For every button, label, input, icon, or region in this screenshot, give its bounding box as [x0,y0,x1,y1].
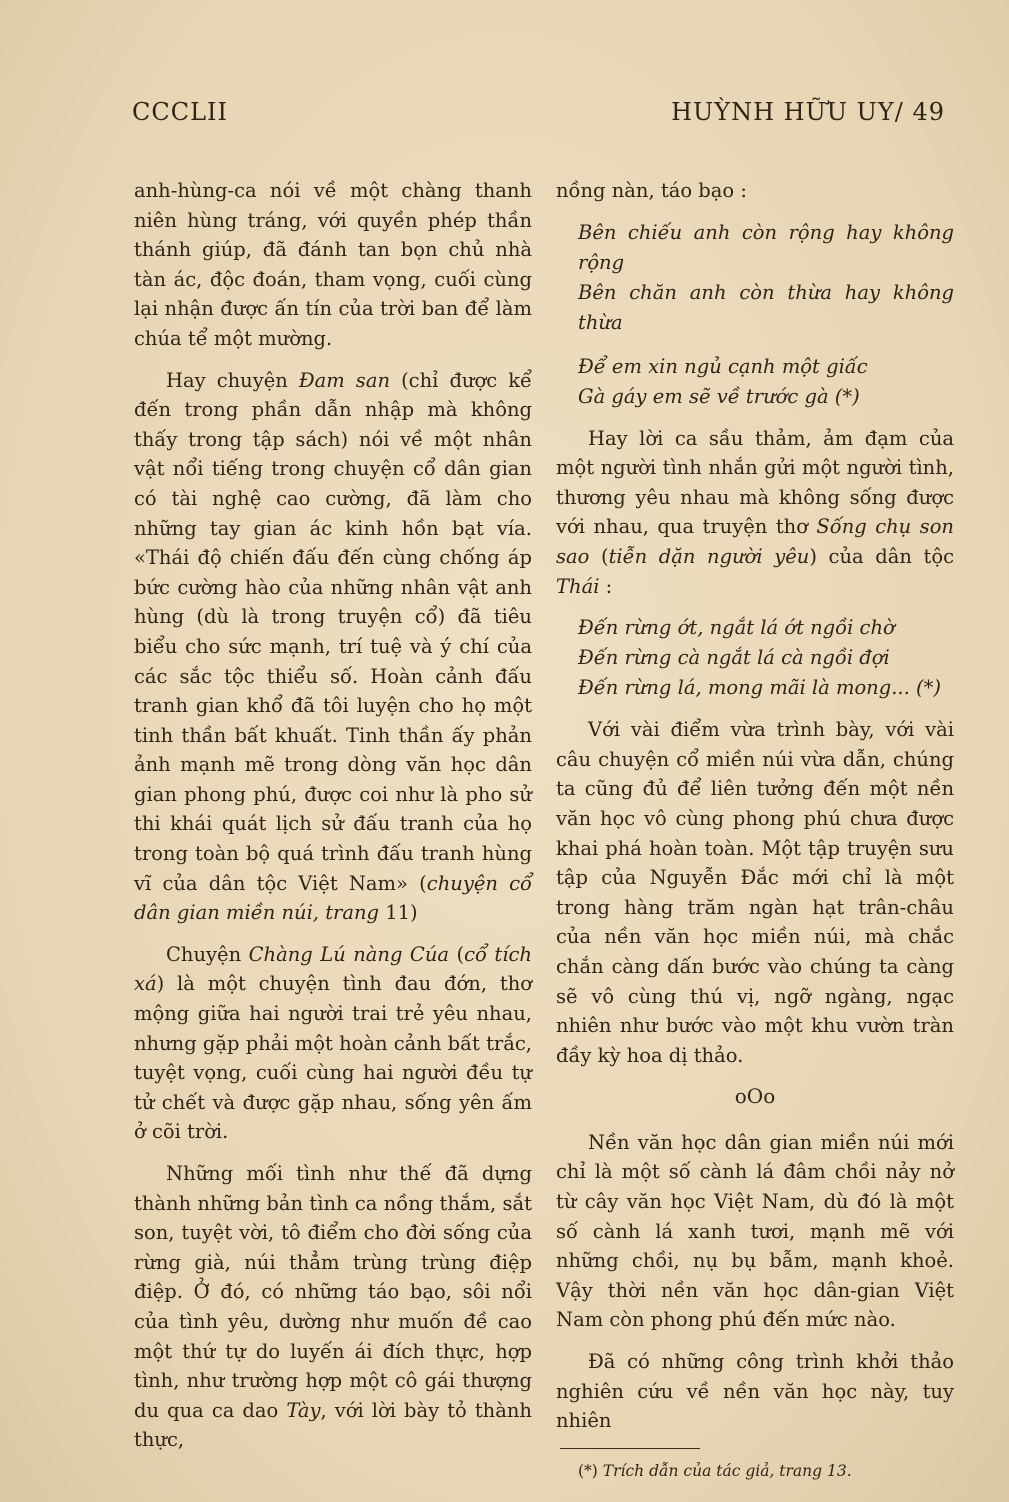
verse-line: Gà gáy em sẽ về trước gà (*) [578,384,860,408]
paragraph: Chuyện Chàng Lú nàng Cúa (cổ tích xá) là một chuyện tình đau đớn, thơ mộng giữa hai người trai trẻ yêu nhau, nhưng gặp phải một hoàn cảnh bất trắc, tuyệt vọng, cuối cùng hai người đều tự tử chết và được gặp nhau, sống yên ấm ở cõi trời. [134,942,532,1144]
title-italic: Đam san [298,368,391,392]
paragraph: Đã có những công trình khởi thảo nghiên cứu về nền văn học này, tuy nhiên [556,1350,954,1433]
footnote-text: Trích dẫn của tác giả, trang 13. [597,1461,852,1480]
verse-block [578,218,954,412]
section-separator: oOo [734,1084,776,1109]
paragraph: Những mối tình như thế đã dựng thành những bản tình ca nồng thắm, sắt son, tuyệt vời, tô điểm cho đời sống của rừng già, núi thẳm trùng trùng điệp điệp. Ở đó, có những táo bạo, sôi nổi của tình yêu, dường như muốn đề cao một thứ tự do luyến ái đích thực, hợp tình, như trường hợp một cô gái thượng du qua ca dao Tày, với lời bày tỏ thành thực, [134,1162,532,1452]
paragraph: Nền văn học dân gian miền núi mới chỉ là một số cành lá đâm chồi nảy nở từ cây văn học Việt Nam, dù đó là một số cành lá xanh tươi, mạnh mẽ với những chồi, nụ bụ bẫm, mạnh khoẻ. Vậy thời nền văn học dân-gian Việt Nam còn phong phú đến mức nào. [556,1130,954,1332]
paragraph: nồng nàn, táo bạo : [556,179,747,202]
people-italic: Thái [556,574,600,598]
footnote-rule [560,1448,700,1449]
subtitle-italic: tiễn dặn người yêu [608,544,810,568]
verse-line: Đến rừng cà ngắt lá cà ngồi đợi [578,646,890,670]
verse-block [578,613,954,703]
paragraph: Với vài điểm vừa trình bày, với vài câu chuyện cổ miền núi vừa dẫn, chúng ta cũng đủ để liên tưởng đến một nền văn học vô cùng phong phú chưa được khai phá hoàn toàn. Một tập truyện sưu tập của Nguyễn Đắc mới chỉ là một trong hàng trăm ngàn hạt trân-châu của nền văn học miền núi, mà chắc chắn càng dấn bước vào chúng ta càng sẽ vô cùng thú vị, ngỡ ngàng, ngạc nhiên như bước vào một khu vườn tràn đầy kỳ hoa dị thảo. [556,718,954,1067]
chapter-number: CCCLII [132,98,228,126]
note-italic: cổ tích xá [134,942,532,996]
footnote-mark: (*) [578,1461,598,1480]
verse-line: Bên chiếu anh còn rộng hay không rộng [578,220,954,274]
page-header [132,98,945,138]
title-italic: Chàng Lú nàng Cúa [248,942,450,966]
verse-line: Để em xin ngủ cạnh một giấc [578,354,868,378]
citation-italic: chuyện cổ dân gian miền núi, trang [134,871,532,925]
verse-line: Bên chăn anh còn thừa hay không thừa [578,280,954,334]
verse-line: Đến rừng ớt, ngắt lá ớt ngồi chờ [578,616,895,640]
title-italic: Tày [286,1398,321,1422]
title-italic: Sống chụ son sao [556,515,954,568]
paragraph: anh-hùng-ca nói về một chàng thanh niên hùng tráng, với quyền phép thần thánh giúp, đã đánh tan bọn chủ nhà tàn ác, độc đoán, tham vọng, cuối cùng lại nhận được ấn tín của trời ban để làm chúa tể một mường. [134,179,532,350]
left-column [134,176,532,1467]
right-column [556,176,954,1486]
author-page-number: HUỲNH HỮU UY/ 49 [671,98,945,126]
verse-line: Đến rừng lá, mong mãi là mong... (*) [578,676,941,700]
footnote [578,1457,954,1487]
paragraph: Hay lời ca sầu thảm, ảm đạm của một người tình nhắn gửi một người tình, thương yêu nhau mà không sống được với nhau, qua truyện thơ Sống chụ son sao (tiễn dặn người yêu) của dân tộc Thái : [556,426,954,598]
paragraph: Hay chuyện Đam san (chỉ được kể đến trong phần dẫn nhập mà không thấy trong tập sách) nói về một nhân vật nổi tiếng trong chuyện cổ dân gian có tài nghệ cao cường, đã làm cho những tay gian ác kinh hồn bạt vía. «Thái độ chiến đấu đến cùng chống áp bức cường hào của những nhân vật anh hùng (dù là trong truyện cổ) đã tiêu biểu cho sức mạnh, trí tuệ và ý chí của các sắc tộc thiểu số. Hoàn cảnh đấu tranh gian khổ đã tôi luyện cho họ một tinh thần bất khuất. Tinh thần ấy phản ảnh mạnh mẽ trong dòng văn học dân gian phong phú, được coi như là pho sử thi khái quát lịch sử đấu tranh của họ trong toàn bộ quá trình đấu tranh hùng vĩ của dân tộc Việt Nam» (chuyện cổ dân gian miền núi, trang 11) [134,368,533,925]
